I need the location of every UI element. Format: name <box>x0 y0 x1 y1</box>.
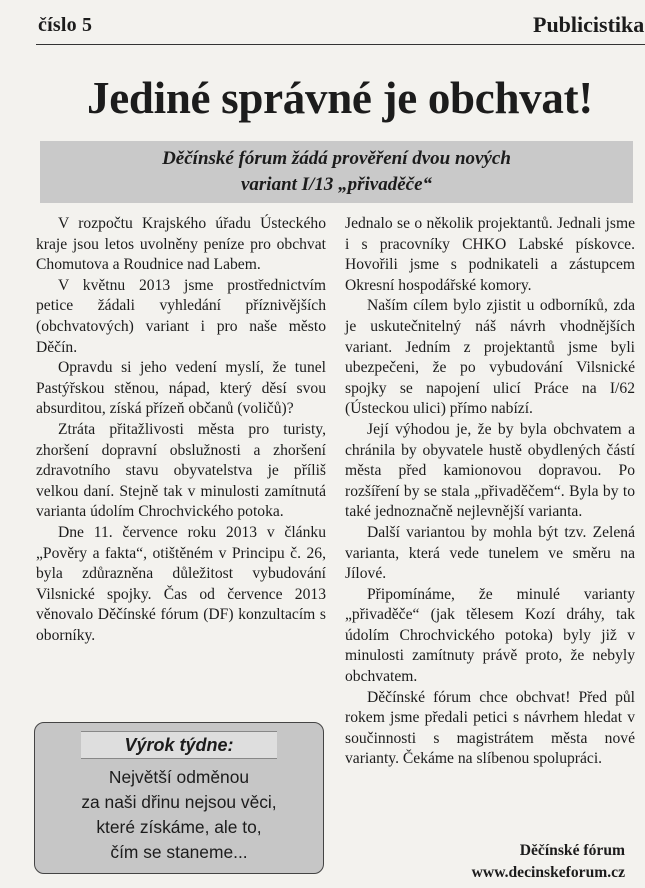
paragraph: Děčínské fórum chce obchvat! Před půl rokem jsme předali petici s návrhem hledat v součinnosti s magistrátem města nové varianty. Čekáme na slíbenou spolupráci. <box>345 688 635 768</box>
page-header <box>0 0 645 46</box>
quote-title-bar <box>81 731 277 759</box>
article-column-right <box>345 214 635 770</box>
paragraph: Další variantou by mohla být tzv. Zelená varianta, která vede tunelem ve směru na Jílové. <box>345 523 635 583</box>
article-subheadline <box>77 146 597 198</box>
issue-number: číslo 5 <box>38 14 93 36</box>
paragraph: V rozpočtu Krajského úřadu Ústeckého kraje jsou letos uvolněny peníze pro obchvat Chomutova a Roudnice nad Labem. <box>36 215 326 274</box>
paragraph: Ztráta přitažlivosti města pro turisty, zhoršení dopravní obslužnosti a zhoršení zdravotního stavu obyvatelstva je příliš velkou daní. Stejně tak v minulosti zamítnutá varianta údolím Chrochvického potoka. <box>36 420 326 521</box>
quote-line: které získáme, ale to, <box>96 817 262 837</box>
paragraph: Opravdu si jeho vedení myslí, že tunel Pastýřskou stěnou, nápad, který děsí svou absurditou, získá přízeň občanů (voličů)? <box>36 359 326 418</box>
article-headline: Jediné správné je obchvat! <box>87 73 593 123</box>
quote-line: za naši dřinu nejsou věci, <box>81 792 277 812</box>
paragraph: Dne 11. července roku 2013 v článku „Pověry a fakta“, otištěném v Principu č. 26, byla zdůrazněna důležitost vybudování Vilsnické spojky. Čas od července 2013 věnovalo Děčínské fórum (DF) konzultacím s oborníky. <box>36 523 326 644</box>
article-signature <box>472 840 625 884</box>
header-divider <box>36 44 645 45</box>
paragraph: V květnu 2013 jsme prostřednictvím petice žádali vyhledání příznivějších (obchvatových) variant i pro naše město Děčín. <box>36 276 326 356</box>
subheadline-line-2: variant I/13 „přivaděče“ <box>240 174 433 195</box>
quote-line: čím se staneme... <box>110 842 248 862</box>
signature-url: www.decinskeforum.cz <box>471 864 625 881</box>
paragraph: Připomínáme, že minulé varianty „přivaděče“ (jak tělesem Kozí dráhy, tak údolím Chrochvického potoka) byly již v minulosti zamítnuty právě proto, že nebyly obchvatem. <box>345 585 635 686</box>
article-column-left <box>36 214 326 646</box>
quote-text <box>35 765 323 865</box>
paragraph-continued: Jednalo se o několik projektantů. Jednali jsme i s pracovníky CHKO Labské pískovce. Hovořili jsme s podnikateli a zástupcem Okresní hospodářské komory. <box>345 215 635 294</box>
quote-title: Výrok týdne: <box>124 735 234 755</box>
subheadline-box <box>40 141 633 203</box>
quote-of-the-week-box <box>34 722 324 874</box>
paragraph: Její výhodou je, že by byla obchvatem a chránila by obyvatele hustě obydlených částí města před kamionovou dopravou. Po rozšíření by se stala „přivaděčem“. Byla by to také jednoznačně nejlevnější varianta. <box>345 420 635 521</box>
signature-name: Děčínské fórum <box>519 842 625 859</box>
quote-line: Největší odměnou <box>108 767 250 787</box>
paragraph: Naším cílem bylo zjistit u odborníků, zda je uskutečnitelný náš návrh vhodnějších variant. Jedním z projektantů jsme byli ubezpečeni, že po vybudování Vilsnické spojky se napojení ulicí Práce na I/62 (Ústeckou ulici) přímo nabízí. <box>345 297 635 418</box>
subheadline-line-1: Děčínské fórum žádá prověření dvou nových <box>162 148 511 169</box>
section-title: Publicistika <box>533 12 645 37</box>
